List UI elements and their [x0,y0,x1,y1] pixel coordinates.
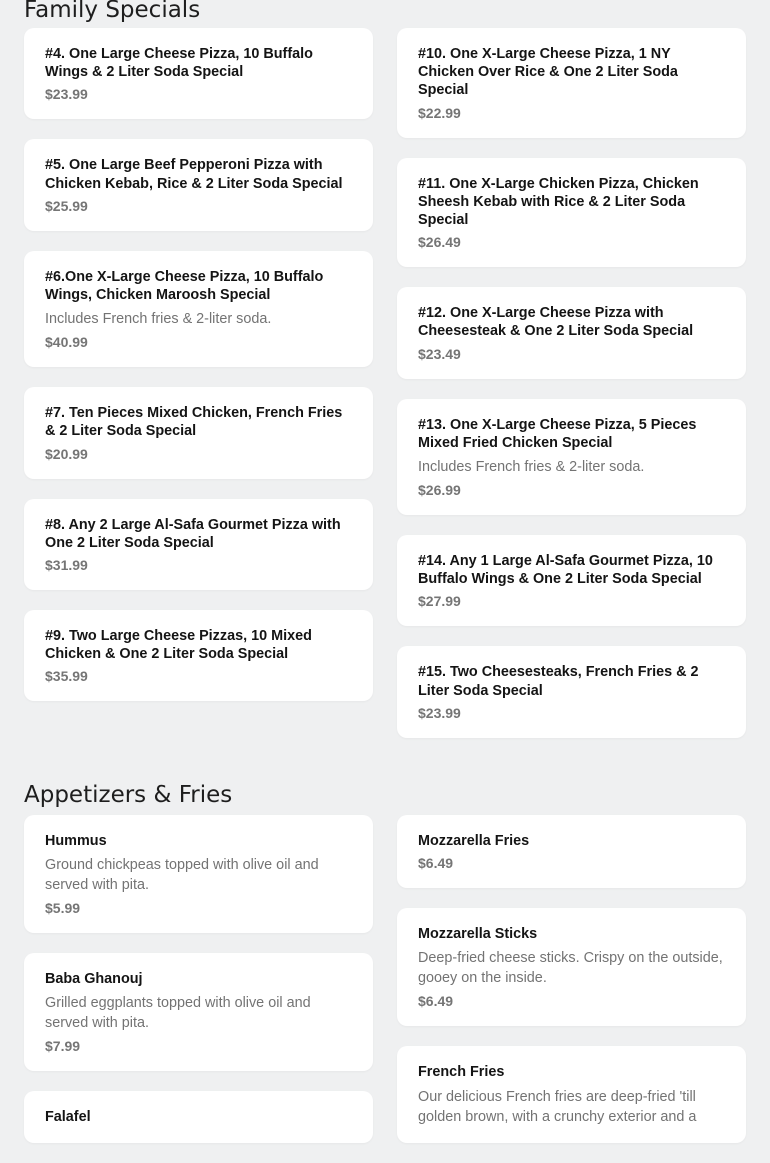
item-price: $26.49 [418,234,461,251]
appetizers-right-column [397,815,746,1163]
menu-item-card[interactable] [24,815,373,933]
item-price: $6.49 [418,993,454,1010]
item-name: #9. Two Large Cheese Pizzas, 10 Mixed Chicken & One 2 Liter Soda Special [45,628,312,663]
menu-item-card[interactable] [397,158,746,268]
item-price: $27.99 [418,593,461,610]
item-name: #6.One X-Large Cheese Pizza, 10 Buffalo Wings, Chicken Maroosh Special [45,268,324,304]
menu-item-card[interactable] [397,646,746,737]
item-price: $31.99 [45,557,88,574]
item-description: Grilled eggplants topped with olive oil and served with pita. [45,995,311,1032]
item-name: #12. One X-Large Cheese Pizza with Cheesesteak & One 2 Liter Soda Special [418,305,694,340]
menu-item-card[interactable] [24,28,373,119]
item-price: $23.49 [418,345,461,362]
item-name: #11. One X-Large Chicken Pizza, Chicken Sheesh Kebab with Rice & 2 Liter Soda Special [418,175,699,229]
menu-item-card[interactable] [397,28,746,138]
menu-item-card[interactable] [397,399,746,515]
item-name: Falafel [45,1109,91,1126]
item-name: #5. One Large Beef Pepperoni Pizza with Chicken Kebab, Rice & 2 Liter Soda Special [45,157,343,192]
item-name: #8. Any 2 Large Al-Safa Gourmet Pizza with One 2 Liter Soda Special [45,516,341,551]
item-name: #13. One X-Large Cheese Pizza, 5 Pieces Mixed Fried Chicken Special [418,416,697,451]
item-name: Mozzarella Sticks [418,926,538,943]
item-description: Our delicious French fries are deep-fried 'till golden brown, with a crunchy exterior and a [418,1088,697,1125]
item-name: #4. One Large Cheese Pizza, 10 Buffalo Wings & 2 Liter Soda Special [45,46,313,81]
item-name: Baba Ghanouj [45,971,143,988]
item-price: $26.99 [418,482,461,499]
menu-item-card[interactable] [24,610,373,701]
menu-item-card[interactable] [24,953,373,1071]
item-name: #14. Any 1 Large Al-Safa Gourmet Pizza, 10 Buffalo Wings & One 2 Liter Soda Special [418,553,713,588]
item-price: $25.99 [45,197,88,214]
menu-item-card[interactable] [24,1091,373,1142]
menu-item-card[interactable] [397,815,746,888]
item-price: $22.99 [418,104,461,121]
item-description: Includes French fries & 2-liter soda. [45,311,272,328]
item-name: #10. One X-Large Cheese Pizza, 1 NY Chicken Over Rice & One 2 Liter Soda Special [418,46,678,99]
item-price: $5.99 [45,900,81,917]
section-title-appetizers-fries: Appetizers & Fries [24,782,233,808]
menu-item-card[interactable] [397,1046,746,1142]
section-title-family-specials: Family Specials [24,0,201,23]
item-price: $6.49 [418,855,454,872]
menu-item-card[interactable] [24,139,373,230]
item-name: #15. Two Cheesesteaks, French Fries & 2 Liter Soda Special [418,664,699,699]
menu-item-card[interactable] [24,251,373,367]
appetizers-left-column [24,815,373,1163]
item-price: $7.99 [45,1038,81,1055]
item-description: Ground chickpeas topped with olive oil and served with pita. [45,857,319,894]
item-name: #7. Ten Pieces Mixed Chicken, French Fries & 2 Liter Soda Special [45,405,343,440]
item-price: $23.99 [45,86,88,103]
item-description: Deep-fried cheese sticks. Crispy on the outside, gooey on the inside. [418,950,723,987]
item-price: $23.99 [418,704,461,721]
item-name: French Fries [418,1064,505,1081]
family-specials-left-column [24,28,373,721]
item-description: Includes French fries & 2-liter soda. [418,459,645,476]
item-name: Hummus [45,833,107,849]
family-specials-right-column [397,28,746,758]
menu-item-card[interactable] [397,287,746,378]
item-price: $40.99 [45,334,88,351]
menu-item-card[interactable] [24,499,373,590]
menu-item-card[interactable] [24,387,373,478]
item-price: $35.99 [45,668,88,685]
menu-item-card[interactable] [397,908,746,1026]
item-price: $20.99 [45,445,88,462]
item-name: Mozzarella Fries [418,833,530,849]
menu-item-card[interactable] [397,535,746,626]
